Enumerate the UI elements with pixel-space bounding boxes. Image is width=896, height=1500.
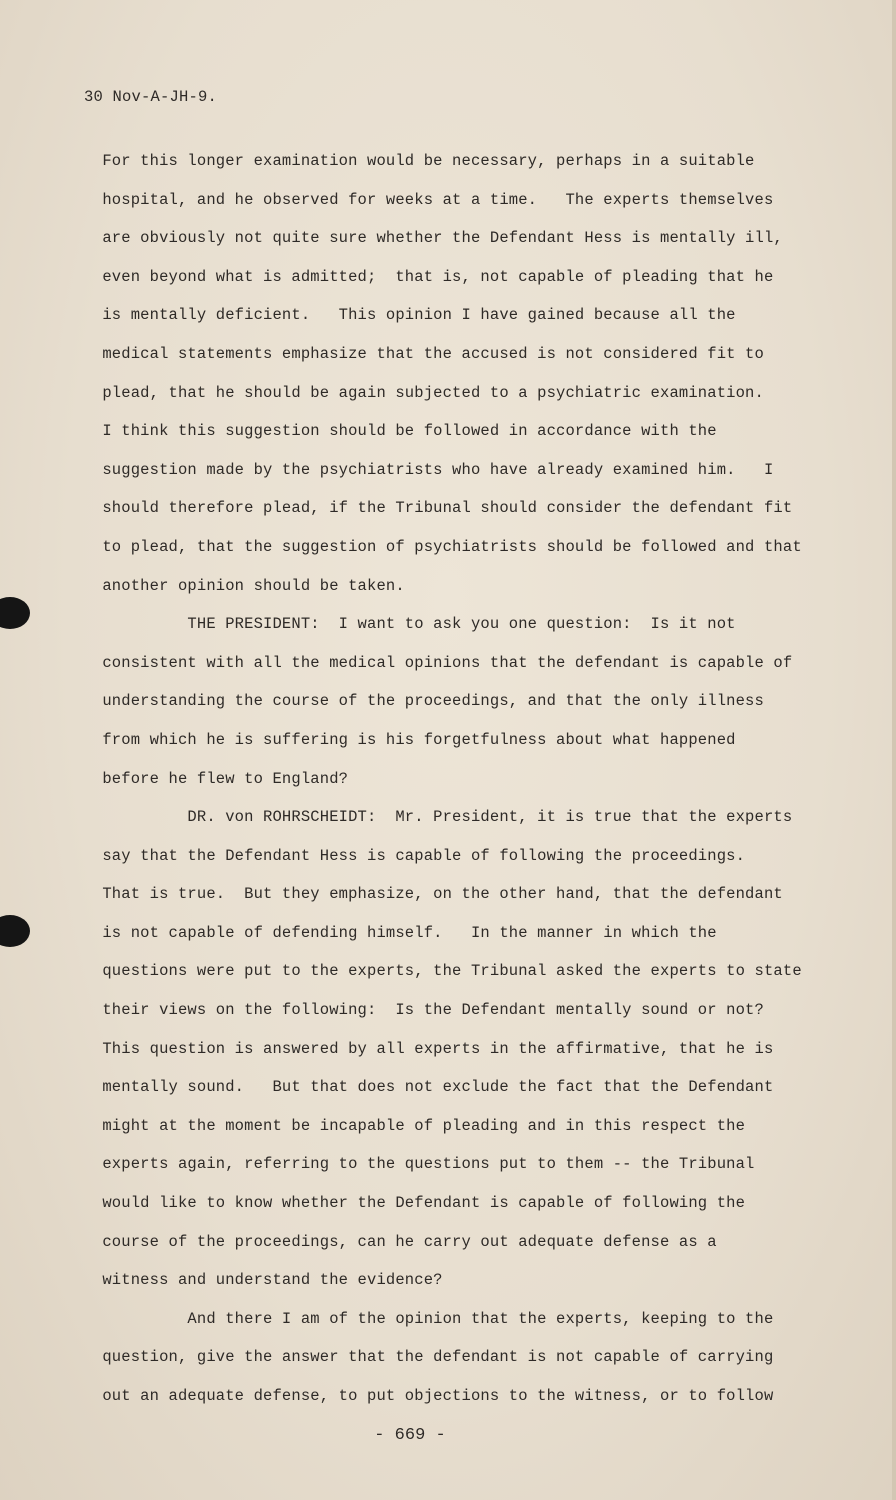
text-line: are obviously not quite sure whether the Defendant Hess is mentally ill,: [74, 229, 783, 248]
text-line: hospital, and he observed for weeks at a time. The experts themselves: [74, 190, 774, 209]
text-line: experts again, referring to the questions put to them -- the Tribunal: [74, 1155, 755, 1174]
speaker-line-president: THE PRESIDENT: I want to ask you one question: Is it not: [74, 615, 736, 634]
speaker-line-rohrscheidt: DR. von ROHRSCHEIDT: Mr. President, it is true that the experts: [74, 808, 793, 827]
text-line: even beyond what is admitted; that is, not capable of pleading that he: [74, 267, 774, 286]
text-line: understanding the course of the proceedings, and that the only illness: [74, 692, 764, 711]
text-line: That is true. But they emphasize, on the other hand, that the defendant: [74, 885, 783, 904]
text-line: another opinion should be taken.: [74, 576, 405, 595]
text-line: should therefore plead, if the Tribunal should consider the defendant fit: [74, 499, 793, 518]
text-line: to plead, that the suggestion of psychiatrists should be followed and that: [74, 537, 802, 556]
page-edge: [892, 0, 896, 1500]
text-line: might at the moment be incapable of pleading and in this respect the: [74, 1116, 746, 1135]
text-line: out an adequate defense, to put objections to the witness, or to follow: [74, 1387, 774, 1405]
text-line: For this longer examination would be necessary, perhaps in a suitable: [74, 152, 755, 170]
punch-hole-bottom: [0, 915, 30, 947]
text-line: their views on the following: Is the Defendant mentally sound or not?: [74, 1001, 764, 1020]
text-line: suggestion made by the psychiatrists who have already examined him. I: [74, 460, 774, 479]
text-line: questions were put to the experts, the Tribunal asked the experts to state: [74, 962, 802, 981]
text-line: from which he is suffering is his forgetfulness about what happened: [74, 730, 736, 749]
text-line: This question is answered by all experts in the affirmative, that he is: [74, 1039, 774, 1058]
text-line: course of the proceedings, can he carry out adequate defense as a: [74, 1232, 717, 1251]
text-line: mentally sound. But that does not exclude the fact that the Defendant: [74, 1078, 774, 1097]
text-line: would like to know whether the Defendant is capable of following the: [74, 1194, 746, 1213]
text-line: say that the Defendant Hess is capable of following the proceedings.: [74, 846, 746, 865]
paragraph-start-line: And there I am of the opinion that the experts, keeping to the: [74, 1309, 774, 1328]
document-header-id: 30 Nov-A-JH-9.: [84, 88, 218, 106]
text-line: consistent with all the medical opinions that the defendant is capable of: [74, 653, 793, 672]
text-line: I think this suggestion should be followed in accordance with the: [74, 422, 717, 441]
text-line: witness and understand the evidence?: [74, 1271, 443, 1290]
text-line: plead, that he should be again subjected to a psychiatric examination.: [74, 383, 764, 402]
document-body: [74, 142, 804, 1416]
text-line: before he flew to England?: [74, 769, 349, 788]
page-number: - 669 -: [374, 1426, 446, 1445]
text-line: question, give the answer that the defendant is not capable of carrying: [74, 1348, 774, 1367]
text-line: is mentally deficient. This opinion I have gained because all the: [74, 306, 736, 325]
text-line: medical statements emphasize that the accused is not considered fit to: [74, 344, 764, 363]
punch-hole-top: [0, 597, 30, 629]
text-line: is not capable of defending himself. In the manner in which the: [74, 923, 717, 942]
